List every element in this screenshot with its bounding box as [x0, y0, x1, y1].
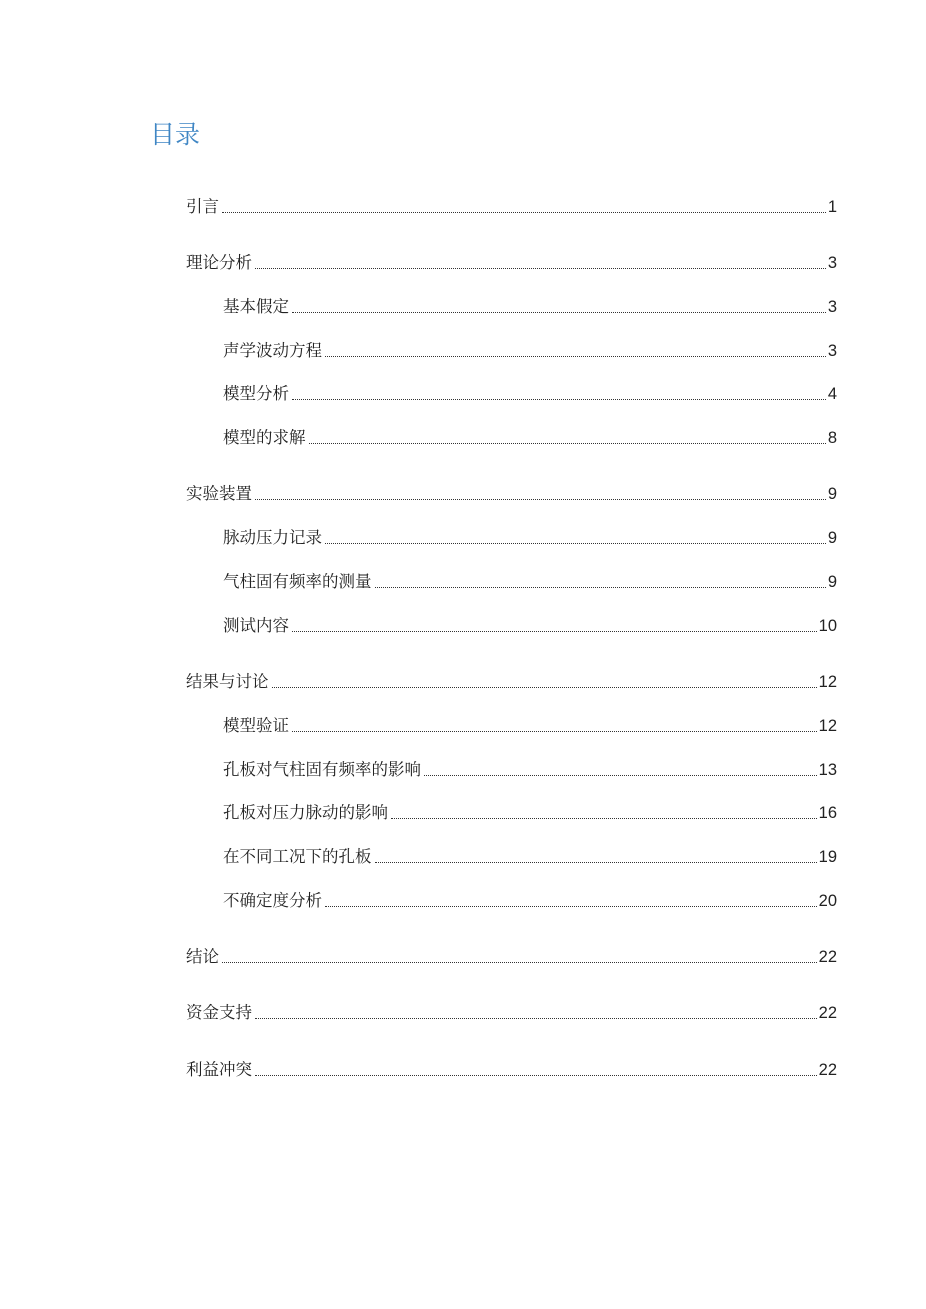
toc-entry-label: 实验装置 [186, 484, 252, 503]
toc-entry-label: 脉动压力记录 [223, 528, 322, 547]
toc-entry-model-solution[interactable] [223, 426, 837, 450]
toc-page-number: 22 [818, 1061, 837, 1079]
toc-entry-label: 理论分析 [186, 253, 252, 272]
toc-entry-label: 在不同工况下的孔板 [223, 847, 372, 866]
toc-entry-label: 模型验证 [223, 716, 289, 735]
dot-leader [325, 906, 817, 907]
toc-entry-results-discussion[interactable] [186, 670, 837, 694]
toc-entry-label: 利益冲突 [186, 1060, 252, 1079]
toc-entry-experimental-setup[interactable] [186, 482, 837, 506]
toc-page-number: 19 [818, 848, 837, 866]
toc-page-number: 9 [827, 573, 837, 591]
toc-entry-label: 资金支持 [186, 1003, 252, 1022]
dot-leader [255, 1018, 817, 1019]
toc-entry-model-validation[interactable] [223, 714, 837, 738]
toc-entry-orifice-pressure-pulsation[interactable] [223, 801, 837, 825]
toc-entry-pulsating-pressure-recording[interactable] [223, 526, 837, 550]
dot-leader [375, 587, 826, 588]
toc-page-number: 20 [818, 892, 837, 910]
toc-entry-label: 孔板对压力脉动的影响 [223, 803, 388, 822]
dot-leader [292, 731, 817, 732]
toc-page-number: 13 [818, 761, 837, 779]
toc-entry-label: 结果与讨论 [186, 672, 269, 691]
toc-page-number: 12 [818, 673, 837, 691]
dot-leader [424, 775, 817, 776]
dot-leader [375, 862, 817, 863]
toc-page-number: 3 [827, 342, 837, 360]
dot-leader [325, 356, 826, 357]
dot-leader [292, 312, 826, 313]
toc-entry-theoretical-analysis[interactable] [186, 251, 837, 275]
toc-page-number: 9 [827, 485, 837, 503]
toc-entry-label: 引言 [186, 197, 219, 216]
toc-entry-label: 测试内容 [223, 616, 289, 635]
toc-page-number: 3 [827, 298, 837, 316]
toc-entry-label: 声学波动方程 [223, 341, 322, 360]
dot-leader [222, 962, 817, 963]
dot-leader [292, 631, 817, 632]
dot-leader [391, 818, 817, 819]
toc-entry-model-analysis[interactable] [223, 382, 837, 406]
dot-leader [222, 212, 826, 213]
toc-entry-label: 模型分析 [223, 384, 289, 403]
toc-page-number: 22 [818, 948, 837, 966]
toc-entry-acoustic-wave-equation[interactable] [223, 339, 837, 363]
toc-page-number: 3 [827, 254, 837, 272]
dot-leader [272, 687, 817, 688]
toc-title: 目录 [150, 120, 201, 149]
toc-page-number: 9 [827, 529, 837, 547]
toc-entry-orifice-natural-frequency[interactable] [223, 758, 837, 782]
dot-leader [255, 499, 826, 500]
toc-entry-label: 孔板对气柱固有频率的影响 [223, 760, 421, 779]
toc-entry-label: 气柱固有频率的测量 [223, 572, 372, 591]
toc-entry-label: 基本假定 [223, 297, 289, 316]
dot-leader [255, 268, 826, 269]
toc-entry-funding[interactable] [186, 1001, 837, 1025]
toc-page-number: 1 [827, 198, 837, 216]
toc-entry-orifice-conditions[interactable] [223, 845, 837, 869]
toc-entry-introduction[interactable] [186, 195, 837, 219]
toc-entry-conclusion[interactable] [186, 945, 837, 969]
toc-entry-test-content[interactable] [223, 614, 837, 638]
dot-leader [255, 1075, 817, 1076]
toc-page-number: 8 [827, 429, 837, 447]
dot-leader [309, 443, 826, 444]
toc-page-number: 22 [818, 1004, 837, 1022]
dot-leader [325, 543, 826, 544]
toc-page-number: 4 [827, 385, 837, 403]
toc-entry-uncertainty-analysis[interactable] [223, 889, 837, 913]
toc-entry-conflict-of-interest[interactable] [186, 1058, 837, 1082]
dot-leader [292, 399, 826, 400]
toc-page-number: 10 [818, 617, 837, 635]
toc-page-number: 16 [818, 804, 837, 822]
toc-entry-label: 结论 [186, 947, 219, 966]
toc-entry-natural-frequency-measurement[interactable] [223, 570, 837, 594]
toc-entry-label: 模型的求解 [223, 428, 306, 447]
toc-entry-label: 不确定度分析 [223, 891, 322, 910]
toc-entry-basic-assumptions[interactable] [223, 295, 837, 319]
toc-page-number: 12 [818, 717, 837, 735]
